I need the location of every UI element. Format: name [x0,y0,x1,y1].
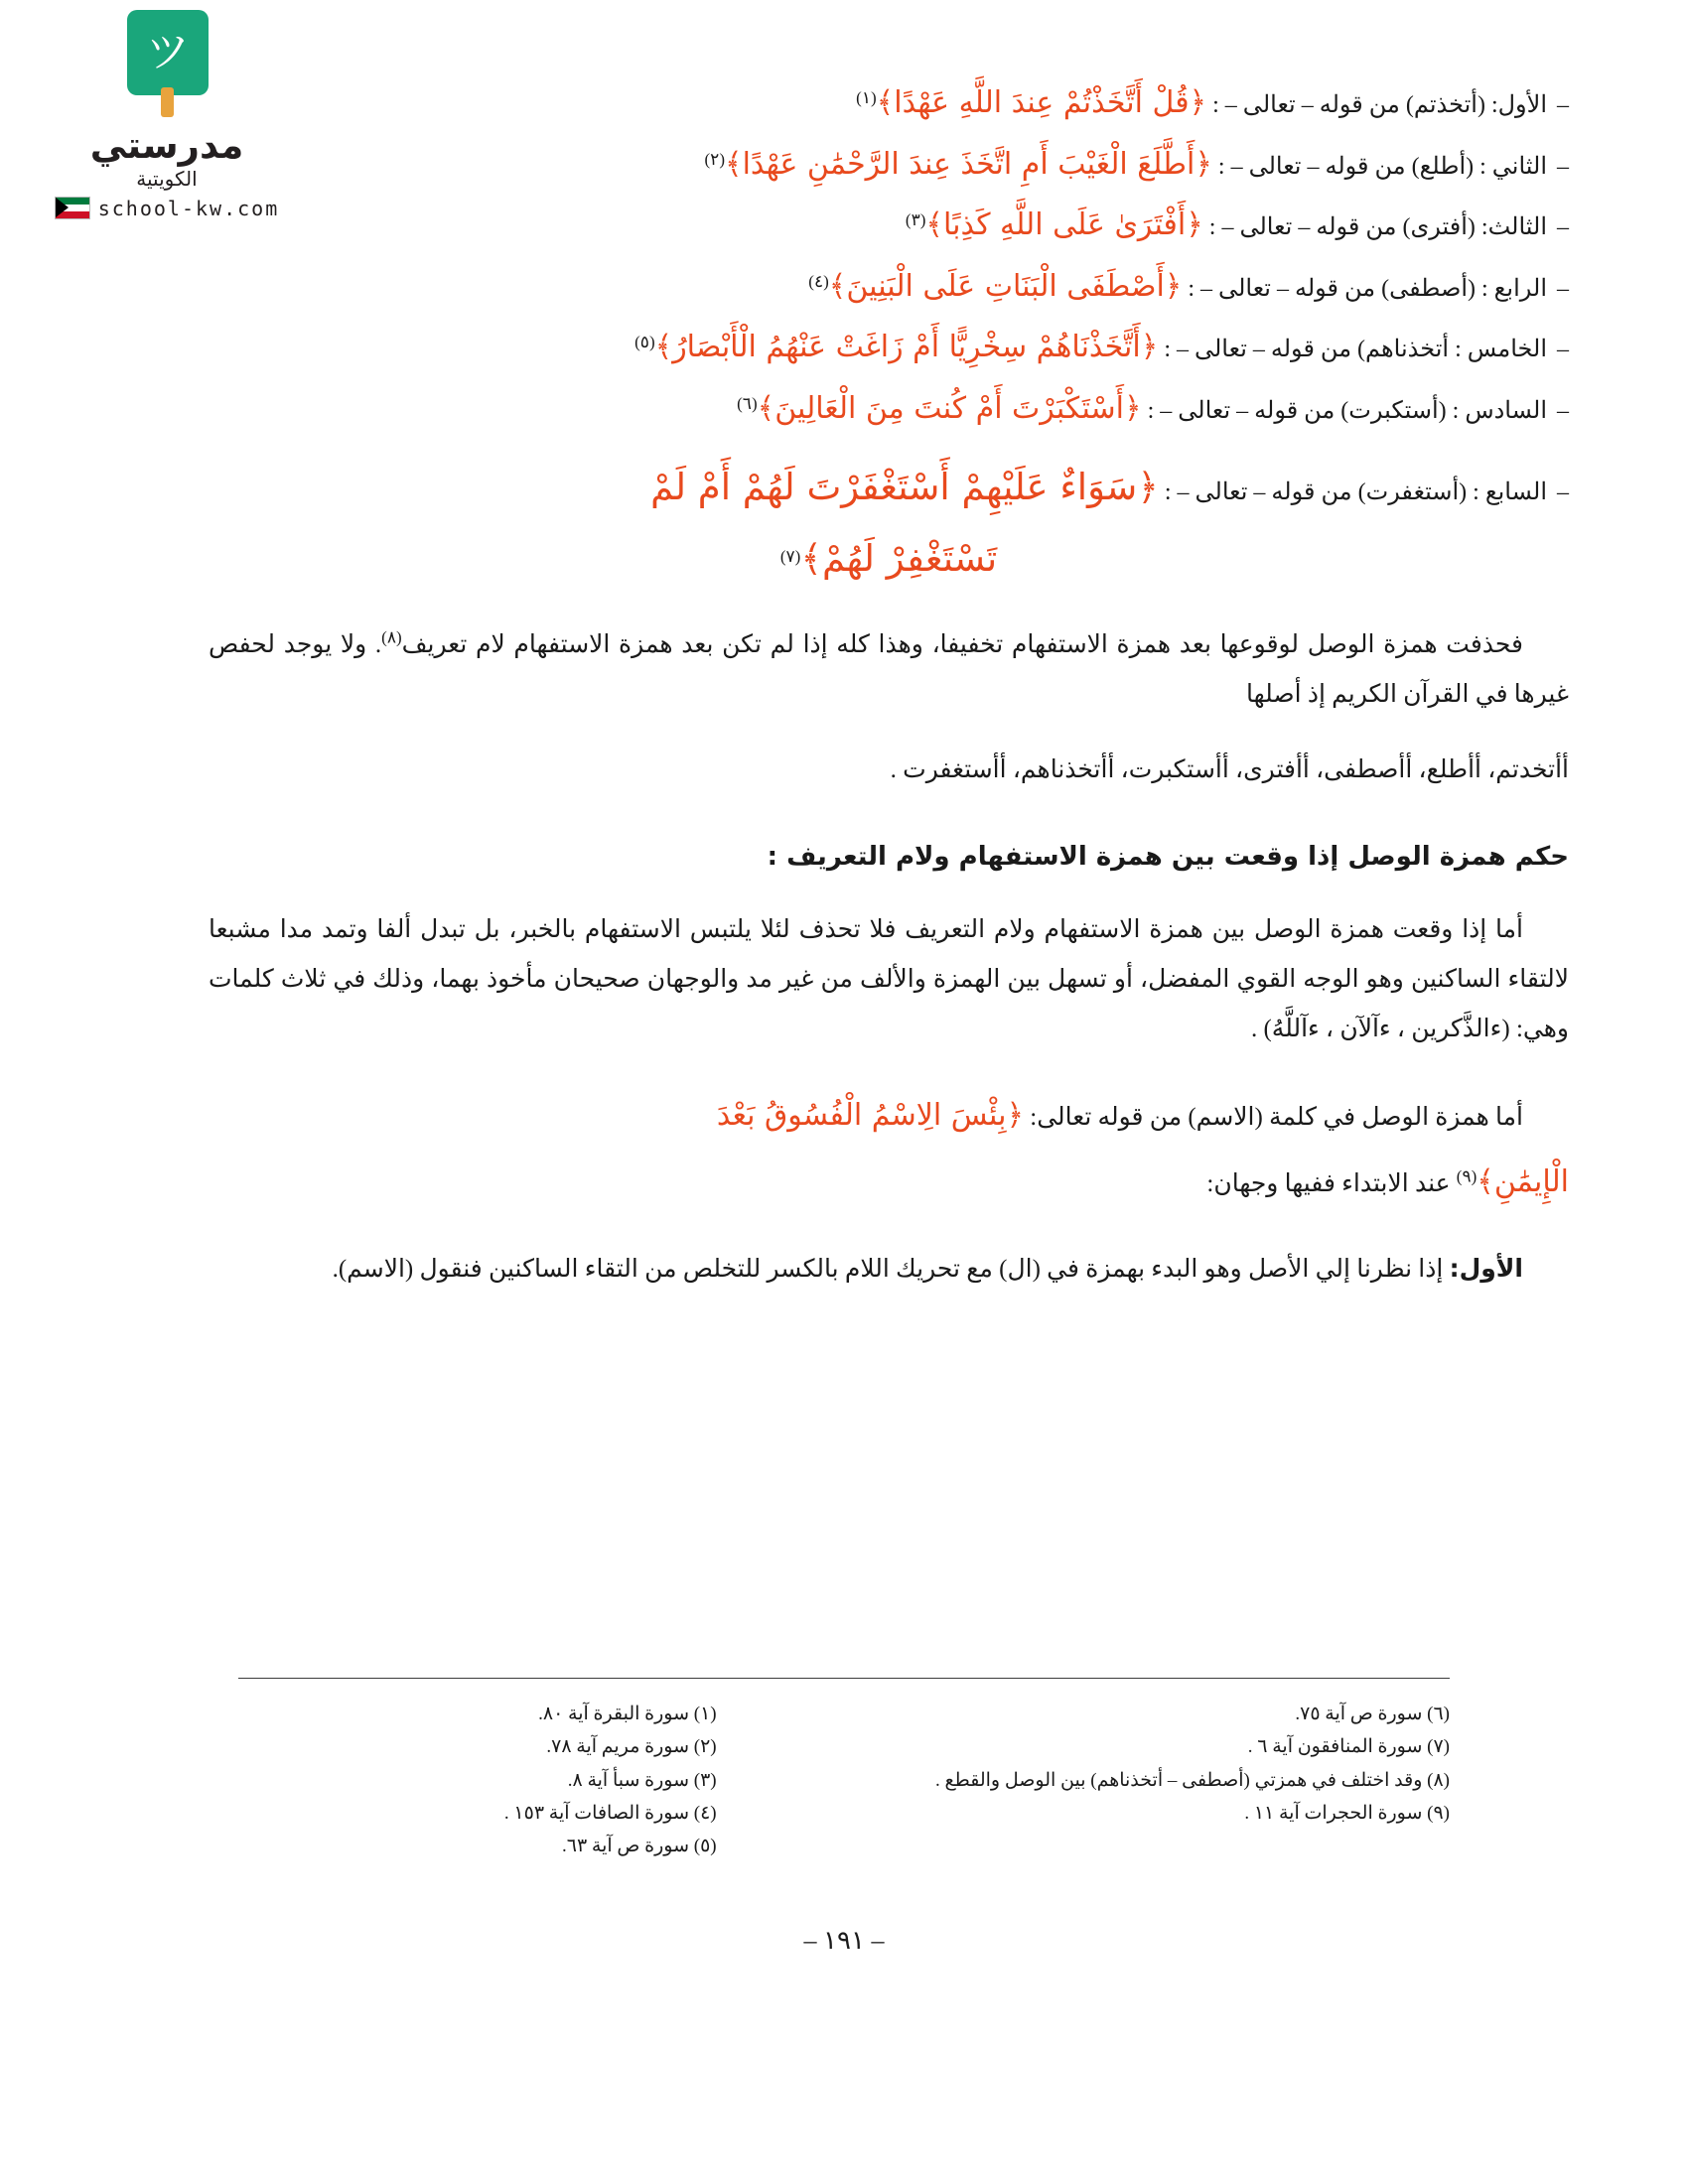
footnote-item: (٢) سورة مريم آية ٧٨. [546,1736,717,1758]
paragraph-tail-text: عند الابتداء ففيها وجهان: [1206,1170,1451,1198]
quran-verse: ﴿أَطَّلَعَ الْغَيْبَ أَمِ اتَّخَذَ عِندَ الرَّحْمَٰنِ عَهْدًا﴾ [724,146,1212,182]
footnote-item: (٥) سورة ص آية ٦٣. [561,1836,717,1856]
example-item-7-continued [209,524,1569,594]
paragraph-first-option [209,1243,1569,1297]
footnote-ref: (٣) [905,210,926,229]
option-text: إذا نظرنا إلي الأصل وهو البدء بهمزة في (ال) مع تحريك اللام بالكسر للتخلص من التقاء الساكنين فنقول (الاسم). [332,1256,1444,1284]
paragraph-ism-word [209,1084,1569,1147]
example-item-7 [209,453,1569,522]
footnotes-area [238,1698,1450,1862]
quran-verse: ﴿أَسْتَكْبَرْتَ أَمْ كُنتَ مِنَ الْعَالِينَ﴾ [757,390,1142,426]
quran-verse: ﴿أَتَّخَذْنَاهُمْ سِخْرِيًّا أَمْ زَاغَتْ عَنْهُمُ الْأَبْصَارُ﴾ [654,330,1159,364]
paragraph-lead-text: أما همزة الوصل في كلمة (الاسم) من قوله تعالى: [1030,1104,1523,1132]
example-item-6 [209,383,1569,436]
paragraph-line-2: همزة الاستفهام لام تعريف [401,630,673,658]
footnote-ref: (٥) [634,333,655,351]
example-label: الثالث: (أفترى) من قوله – تعالى – : [1208,214,1547,240]
example-label: السادس : (أستكبرت) من قوله – تعالى – : [1147,397,1547,424]
brand-name: مدرستي [89,124,244,167]
paragraph-hamzat-wasl [209,620,1569,720]
page-number: – ١٩١ – [803,1926,885,1955]
list-dash: – [1557,397,1569,424]
page-content [209,77,1569,1297]
footnote-ref: (٩) [1456,1166,1477,1186]
footnote-item: (٨) وقد اختلف في همزتي (أصطفى – أتخذناهم) بين الوصل والقطع . [935,1769,1450,1791]
footnote-item: (٧) سورة المنافقون آية ٦ . [1247,1736,1450,1758]
section-heading: حكم همزة الوصل إذا وقعت بين همزة الاستفهام ولام التعريف : [767,841,1569,872]
footnote-ref: (٤) [808,271,829,291]
paragraph-line-1: فحذفت همزة الوصل لوقوعها بعد همزة الاستفهام تخفيفا، وهذا كله إذا لم تكن بعد [681,630,1524,658]
example-item-3 [209,200,1569,252]
quran-verse: ﴿أَصْطَفَى الْبَنَاتِ عَلَى الْبَنِينَ﴾ [828,268,1183,304]
option-label: الأول: [1449,1254,1523,1284]
example-label: الثاني : (أطلع) من قوله – تعالى – : [1217,153,1547,180]
example-item-2 [209,139,1569,192]
footnote-divider [238,1678,1450,1679]
footnote-item: (١) سورة البقرة آية ٨٠. [538,1704,717,1724]
footnotes-column-left [757,1698,1450,1862]
footnote-ref: (٨) [381,627,402,647]
footnote-ref: (١) [856,88,877,107]
kuwait-flag-icon [55,197,90,219]
paragraph-line-2b: . ولا يوجد لحفص غيرها في القرآن الكريم إذ أصلها [209,630,1569,708]
list-dash: – [1557,479,1569,505]
footnote-ref: (٦) [737,393,758,413]
brand-url: school-kw.com [97,196,280,220]
list-dash: – [1557,337,1569,362]
footnote-item: (٩) سورة الحجرات آية ١١ . [1244,1802,1450,1824]
quran-verse: ﴿قُلْ أَتَّخَذْتُمْ عِندَ اللَّهِ عَهْدًا﴾ [876,85,1207,120]
footnote-item: (٣) سورة سبأ آية ٨. [567,1769,717,1791]
list-dash: – [1557,92,1569,118]
list-dash: – [1557,153,1569,180]
logo-stem-shape [161,87,174,117]
list-dash: – [1557,275,1569,302]
quran-verse-part2: تَسْتَغْفِرْ لَهُمْ﴾ [800,537,998,581]
smiley-face-icon: ツ [146,27,190,77]
example-label: الرابع : (أصطفى) من قوله – تعالى – : [1188,275,1547,302]
list-dash: – [1557,214,1569,240]
example-label: السابع : (أستغفرت) من قوله – تعالى – : [1164,479,1547,505]
example-item-4 [209,261,1569,314]
footnote-item: (٦) سورة ص آية ٧٥. [1295,1704,1450,1724]
brand-subtitle: الكويتية [136,166,198,191]
paragraph-rule-explanation: أما إذا وقعت همزة الوصل بين همزة الاستفهام ولام التعريف فلا تحذف لئلا يلتبس الاستفهام بالخبر، بل تبدل ألفا وتمد مدا مشبعا لالتقاء الساكنين وهو الوجه القوي المفضل، أو تسهل بين الهمزة والألف من غير مد والوجهان صحيحان مأخوذ بهما، وذلك في ثلاث كلمات وهي: (ءالذَّكرين ، ءآلآن ، ءآللَّهُ) . [209,916,1569,1043]
quran-verse-part1: ﴿بِئْسَ الِاسْمُ الْفُسُوقُ بَعْدَ [716,1098,1025,1134]
quran-verse-part2: الْإِيمَٰنِ﴾ [1477,1164,1569,1200]
footnote-ref: (٢) [704,149,725,169]
paragraph-ism-word-continued [209,1151,1569,1213]
quran-verse: ﴿أَفْتَرَىٰ عَلَى اللَّهِ كَذِبًا﴾ [925,207,1203,242]
madrasati-logo-icon [113,10,220,121]
paragraph-originals-list: أأتخدتم، أأطلع، أأصطفى، أأفترى، أأستكبرت، أأتخذناهم، أأستغفرت . [890,755,1569,783]
footnote-ref: (٧) [779,547,801,567]
footnotes-column-right [238,1698,717,1862]
example-item-1 [209,77,1569,130]
example-label: الأول: (أتخذتم) من قوله – تعالى – : [1212,92,1547,118]
footnote-item: (٤) سورة الصافات آية ١٥٣ . [503,1802,717,1824]
example-item-5 [209,322,1569,374]
quran-verse-part1: ﴿سَوَاءٌ عَلَيْهِمْ أَسْتَغْفَرْتَ لَهُمْ أَمْ لَمْ [650,466,1159,508]
example-label: الخامس : أتخذناهم) من قوله – تعالى – : [1164,337,1547,362]
